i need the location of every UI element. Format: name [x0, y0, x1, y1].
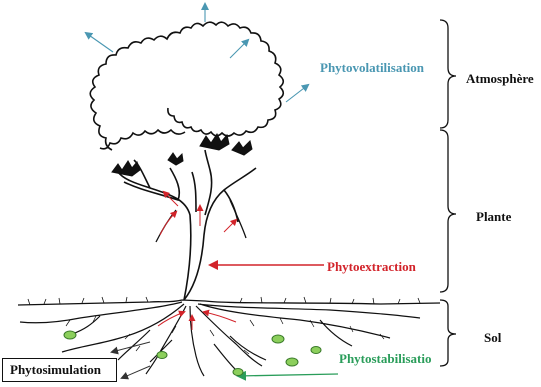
phytosimulation-arrow: [122, 366, 150, 378]
foliage-tufts: [112, 134, 252, 176]
phytostabilisation-label: Phytostabilisatio: [339, 351, 432, 366]
phytosimulation-label: Phytosimulation: [10, 362, 102, 377]
brace-sol: [440, 300, 456, 366]
brace-plante: [440, 130, 456, 292]
ground-line: [18, 300, 440, 305]
phytostabilisation-arrow: [238, 374, 338, 376]
phytovolatilisation-label: Phytovolatilisation: [320, 60, 425, 75]
root-nodule: [233, 369, 243, 376]
xylem-arrow: [160, 212, 176, 235]
phytoextraction-label: Phytoextraction: [327, 259, 416, 274]
brace-atmosphere: [440, 20, 456, 128]
tree-trunk: [118, 150, 256, 300]
tree-canopy: [90, 22, 283, 150]
root-nodule: [64, 331, 76, 339]
root-nodule: [157, 352, 167, 359]
uptake-arrow: [204, 312, 236, 322]
volatilisation-arrow: [230, 40, 248, 58]
zone-label-atmosphere: Atmosphère: [466, 71, 534, 86]
root-nodule: [272, 335, 284, 343]
tree-branch-left: [156, 200, 246, 242]
root-hair: [66, 316, 384, 354]
phytosimulation-arrow: [112, 342, 150, 352]
volatilisation-arrow: [286, 85, 308, 102]
root-nodule: [286, 358, 298, 366]
zone-label-sol: Sol: [484, 330, 502, 345]
root-nodule: [311, 347, 321, 354]
volatilisation-arrow: [86, 33, 113, 52]
zone-label-plante: Plante: [476, 209, 512, 224]
xylem-arrow: [224, 220, 236, 232]
